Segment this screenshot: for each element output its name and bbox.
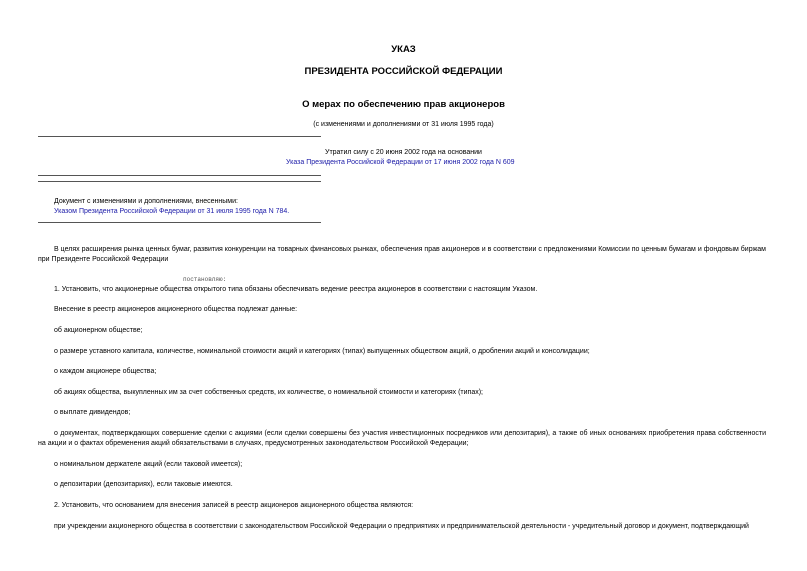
paragraph: о документах, подтверждающих совершение сделки с акциями (если сделки совершены без участия инвестиционных посредников или депозитария), а также об иных основаниях приобретения права собственности на акции и о фактах обременения акций обязательствами в случаях, предусмотренных законодательством Российской Федерации;	[38, 430, 766, 447]
decree-amendments-note: (с изменениями и дополнениями от 31 июля 1995 года)	[313, 121, 494, 128]
paragraph: о выплате дивидендов;	[54, 409, 131, 416]
preamble-paragraph: В целях расширения рынка ценных бумаг, развития конкуренции на товарных финансовых рынках, обеспечения прав акционеров и в соответствии с предложениями Комиссии по ценным бумагам и фондовым биржам при Президенте Российской Федерации	[38, 246, 766, 263]
decree-word: постановляю:	[183, 276, 227, 283]
paragraph: об акционерном обществе;	[54, 327, 143, 334]
decree-subject: О мерах по обеспечению прав акционеров	[302, 99, 505, 110]
changes-link[interactable]: Указом Президента Российской Федерации от 31 июля 1995 года N 784.	[54, 208, 290, 215]
decree-title: УКАЗ	[391, 44, 416, 55]
paragraph: Внесение в реестр акционеров акционерного общества подлежат данные:	[54, 306, 298, 313]
lost-force-note: Утратил силу с 20 июня 2002 года на основании	[325, 149, 482, 156]
changes-note: Документ с изменениями и дополнениями, внесенными:	[54, 198, 238, 205]
paragraph: о депозитарии (депозитариях), если таковые имеются.	[54, 481, 233, 488]
divider	[38, 181, 321, 182]
paragraph: об акциях общества, выкупленных им за счет собственных средств, их количестве, о номинальной стоимости и категориях (типах);	[54, 389, 483, 396]
decree-issuer: ПРЕЗИДЕНТА РОССИЙСКОЙ ФЕДЕРАЦИИ	[304, 66, 503, 77]
paragraph: 1. Установить, что акционерные общества открытого типа обязаны обеспечивать ведение реестра акционеров в соответствии с настоящим Указом.	[54, 286, 538, 293]
divider	[38, 175, 321, 176]
lost-force-link[interactable]: Указа Президента Российской Федерации от 17 июня 2002 года N 609	[286, 159, 515, 166]
paragraph: о каждом акционере общества;	[54, 368, 157, 375]
divider	[38, 136, 321, 137]
paragraph: о номинальном держателе акций (если таковой имеется);	[54, 461, 243, 468]
paragraph: при учреждении акционерного общества в соответствии с законодательством Российской Федерации о предприятиях и предпринимательской деятельности - учредительный договор и документ, подтверждающий	[54, 523, 749, 530]
paragraph: 2. Установить, что основанием для внесения записей в реестр акционеров акционерного общества являются:	[54, 502, 414, 509]
divider	[38, 222, 321, 223]
paragraph: о размере уставного капитала, количестве, номинальной стоимости акций и категориях (типах) выпущенных обществом акций, о дроблении акций и консолидации;	[54, 348, 590, 355]
